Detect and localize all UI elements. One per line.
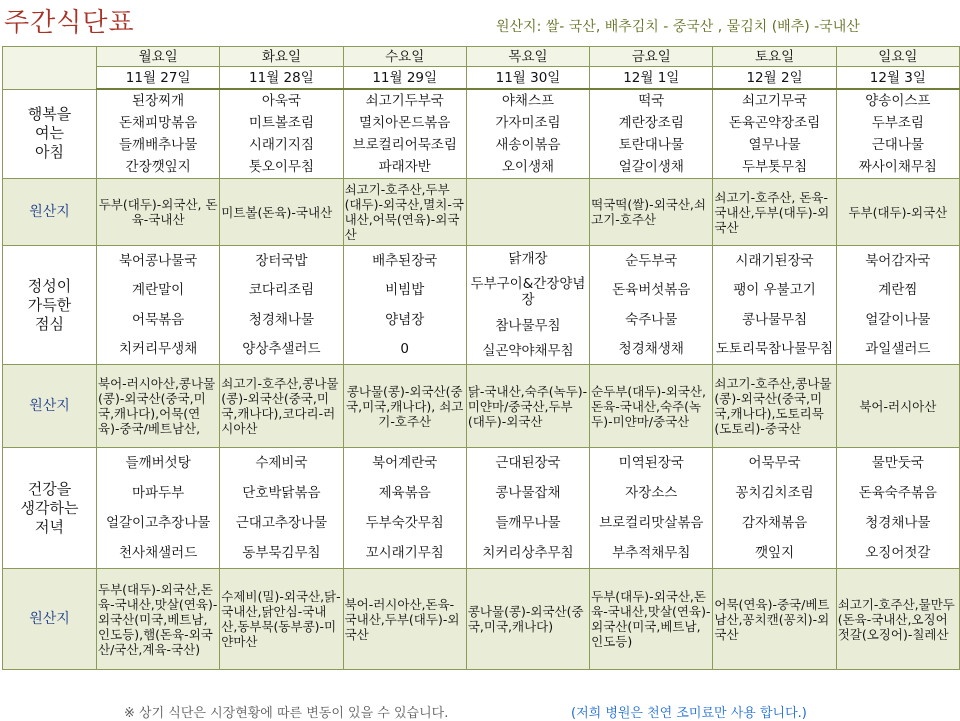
origin-cell: 두부(대두)-외국산, 돈육-국내산 [97,179,220,246]
breakfast-origin-row [3,179,960,246]
menu-item: 치커리상추무침 [482,545,574,561]
meal-label-line: 생각하는 [20,498,79,517]
footer-note-seasoning: (저희 병원은 천연 조미료만 사용 합니다.) [571,706,807,721]
breakfast-menu-cell [466,89,589,179]
menu-item: 시래기지짐 [248,137,315,153]
menu-item: 단호박닭볶음 [242,485,321,501]
menu-item: 동부묵김무침 [242,545,321,561]
origin-cell: 북어-러시아산,콩나물(콩)-외국산(중국,미국,캐나다),어묵(연육)-중국/베트남산, [97,365,220,448]
date-header: 12월 1일 [590,67,713,90]
menu-item: 두부톳무침 [741,159,808,175]
meal-label-line: 건강을 [27,479,72,498]
lunch-menu-cell [590,246,713,365]
menu-item: 꼬시래기무침 [365,545,444,561]
date-header: 11월 29일 [343,67,466,90]
corner-cell [3,47,97,90]
menu-item: 순두부국 [625,252,678,269]
lunch-origin-row [3,365,960,448]
menu-item: 미역된장국 [618,455,684,471]
menu-item: 두부구이&간장양념장 [470,276,586,309]
origin-cell: 어묵(연육)-중국/베트남산,꽁치캔(꽁치)-외국산 [713,569,836,670]
breakfast-menu-cell [343,89,466,179]
menu-item: 얼갈이나물 [865,311,931,328]
menu-item: 0 [400,341,409,358]
menu-item: 제육볶음 [378,485,431,501]
menu-item: 양송이스프 [865,93,931,109]
menu-item: 팽이 우불고기 [733,282,816,299]
breakfast-menu-cell [713,89,836,179]
dinner-menu-cell [466,448,589,569]
origin-cell [466,179,589,246]
origin-cell: 쇠고기-호주산, 돈육-국내산,두부(대두)-외국산 [713,179,836,246]
menu-item: 돈육곤약장조림 [728,115,821,131]
menu-item: 멸치아몬드볶음 [359,115,451,131]
origin-cell: 북어-러시아산 [836,365,959,448]
menu-item: 북어계란국 [372,455,438,471]
meal-label-line: 아침 [35,143,64,162]
lunch-menu-cell [343,246,466,365]
dinner-menu-cell [713,448,836,569]
dinner-label [3,448,97,569]
menu-item: 과일샐러드 [865,341,931,358]
menu-item: 오이생채 [501,159,555,175]
menu-item: 돈채피망볶음 [119,115,198,131]
menu-item: 된장찌개 [132,93,185,109]
origin-cell: 두부(대두)-외국산,돈육-국내산,맛살(연육)-외국산(미국,베트남,인도등),햄(돈육-외국산/국산,계육-국산) [97,569,220,670]
origin-cell: 두부(대두)-외국산 [836,179,959,246]
dinner-menu-row [3,448,960,569]
menu-item: 부추적채무침 [612,545,691,561]
origin-label: 원산지 [3,365,97,448]
menu-item: 얼갈이생채 [618,159,684,175]
day-header: 토요일 [713,47,836,67]
origin-cell: 떡국떡(쌀)-외국산,쇠고기-호주산 [590,179,713,246]
menu-item: 새송이볶음 [495,137,561,153]
menu-item: 들깨배추나물 [119,137,198,153]
menu-item: 청경채나물 [248,311,315,328]
menu-item: 자장소스 [625,485,678,501]
dinner-menu-cell [836,448,959,569]
meal-label-line: 행복을 [27,105,72,124]
dinner-menu-cell [220,448,343,569]
date-header: 11월 30일 [466,67,589,90]
meal-label-line: 정성이 [27,276,72,295]
menu-item: 양념장 [385,311,425,328]
meal-label-line: 점심 [35,314,64,333]
lunch-menu-cell [836,246,959,365]
meal-label-line: 가득한 [27,295,72,314]
dinner-origin-row [3,569,960,670]
menu-item: 쇠고기두부국 [365,93,444,109]
menu-item: 양상추샐러드 [242,341,321,358]
lunch-label [3,246,97,365]
breakfast-menu-cell [97,89,220,179]
menu-item: 배추된장국 [372,252,438,269]
lunch-menu-row [3,246,960,365]
origin-cell: 쇠고기-호주산,콩나물(콩)-외국산(중국,미국,캐나다),도토리묵(도토리)-중국산 [713,365,836,448]
menu-item: 떡국 [638,93,665,109]
menu-item: 마파두부 [132,485,185,501]
menu-item: 청경채생채 [618,341,684,358]
menu-item: 쇠고기무국 [741,93,808,109]
menu-item: 근대고추장나물 [235,515,328,531]
menu-item: 얼갈이고추장나물 [105,515,211,531]
menu-item: 감자채볶음 [741,515,808,531]
menu-item: 비빔밥 [385,282,425,299]
day-header: 목요일 [466,47,589,67]
dinner-menu-cell [343,448,466,569]
day-header-row [3,47,960,67]
day-header: 일요일 [836,47,959,67]
meal-label-line: 여는 [35,124,64,143]
lunch-menu-cell [97,246,220,365]
dinner-menu-cell [97,448,220,569]
menu-item: 시래기된장국 [735,252,814,269]
origin-cell: 쇠고기-호주산,두부(대두)-외국산,멸치-국내산,어묵(연육)-외국산 [343,179,466,246]
menu-item: 들깨무나물 [495,515,561,531]
day-header: 금요일 [590,47,713,67]
origin-label: 원산지 [3,179,97,246]
menu-item: 야채스프 [501,93,555,109]
menu-item: 돈육버섯볶음 [612,282,691,299]
origin-cell: 수제비(밀)-외국산,닭-국내산,닭안심-국내산,동부묵(동부콩)-미얀마산 [220,569,343,670]
day-header: 수요일 [343,47,466,67]
breakfast-menu-cell [220,89,343,179]
menu-item: 계란찜 [878,282,918,299]
origin-note: 원산지: 쌀- 국산, 배추김치 - 중국산 , 물김치 (배추) -국내산 [496,19,860,35]
menu-item: 미트볼조림 [248,115,315,131]
menu-item: 실곤약야채무침 [482,343,574,360]
origin-cell: 콩나물(콩)-외국산(중국,미국,캐나다), 쇠고기-호주산 [343,365,466,448]
breakfast-label [3,89,97,179]
menu-item: 돈육숙주볶음 [858,485,937,501]
origin-cell: 닭-국내산,숙주(녹두)-미얀마/중국산,두부(대두)-외국산 [466,365,589,448]
lunch-menu-cell [220,246,343,365]
menu-item: 짜사이채무침 [858,159,937,175]
menu-item: 코다리조림 [248,282,315,299]
menu-item: 깻잎지 [754,545,795,561]
menu-item: 들깨버섯탕 [125,455,191,471]
menu-item: 물만둣국 [871,455,924,471]
menu-item: 근대된장국 [495,455,561,471]
menu-item: 닭개장 [508,250,548,267]
menu-item: 어묵무국 [748,455,801,471]
menu-item: 브로컬리맛살볶음 [599,515,704,531]
menu-item: 열무나물 [748,137,801,153]
breakfast-menu-cell [836,89,959,179]
origin-cell: 순두부(대두)-외국산,돈육-국내산,숙주(녹두)-미얀마/중국산 [590,365,713,448]
menu-item: 간장깻잎지 [125,159,191,175]
menu-item: 톳오이무침 [248,159,315,175]
day-header: 월요일 [97,47,220,67]
breakfast-menu-row [3,89,960,179]
breakfast-menu-cell [590,89,713,179]
menu-item: 꽁치김치조림 [735,485,814,501]
lunch-menu-cell [466,246,589,365]
lunch-menu-cell [713,246,836,365]
menu-item: 청경채나물 [865,515,931,531]
menu-item: 숙주나물 [625,311,678,328]
origin-cell: 북어-러시아산,돈육-국내산,두부(대두)-외국산 [343,569,466,670]
dinner-menu-cell [590,448,713,569]
menu-item: 계란장조림 [618,115,684,131]
menu-item: 아욱국 [261,93,301,109]
origin-cell: 쇠고기-호주산,물만두(돈육-국내산,오징어젓갈(오징어)-칠레산 [836,569,959,670]
menu-item: 브로컬리어묵조림 [352,137,457,153]
day-header: 화요일 [220,47,343,67]
menu-item: 근대나물 [871,137,924,153]
menu-item: 계란말이 [132,282,185,299]
menu-item: 장터국밥 [255,252,308,269]
date-header: 11월 28일 [220,67,343,90]
menu-item: 도토리묵참나물무침 [715,341,834,358]
menu-item: 토란대나물 [618,137,684,153]
menu-item: 어묵볶음 [132,311,185,328]
origin-cell: 콩나물(콩)-외국산(중국,미국,캐나다) [466,569,589,670]
menu-item: 콩나물잡채 [495,485,561,501]
date-header: 11월 27일 [97,67,220,90]
menu-item: 북어감자국 [865,252,931,269]
menu-item: 북어콩나물국 [119,252,198,269]
origin-label: 원산지 [3,569,97,670]
footer-note: ※ 상기 식단은 시장현황에 따른 변동이 있을 수 있습니다. [124,706,449,721]
menu-item: 참나물무침 [495,317,561,334]
menu-item: 오징어젓갈 [865,545,931,561]
menu-item: 콩나물무침 [741,311,808,328]
menu-item: 수제비국 [255,455,308,471]
page-title: 주간식단표 [4,8,135,38]
origin-cell: 두부(대두)-외국산,돈육-국내산,맛살(연육)-외국산(미국,베트남,인도등) [590,569,713,670]
date-header: 12월 3일 [836,67,959,90]
date-header-row [3,67,960,90]
date-header: 12월 2일 [713,67,836,90]
origin-cell: 쇠고기-호주산,콩나물(콩)-외국산(중국,미국,캐나다),코다리-러시아산 [220,365,343,448]
meal-label-line: 저녁 [35,517,64,536]
menu-item: 천사채샐러드 [119,545,198,561]
origin-cell: 미트볼(돈육)-국내산 [220,179,343,246]
menu-item: 가자미조림 [495,115,561,131]
menu-item: 치커리무생채 [119,341,198,358]
menu-item: 파래자반 [378,159,431,175]
menu-item: 두부조림 [871,115,924,131]
weekly-menu-table [2,46,960,670]
menu-item: 두부숙갓무침 [365,515,444,531]
